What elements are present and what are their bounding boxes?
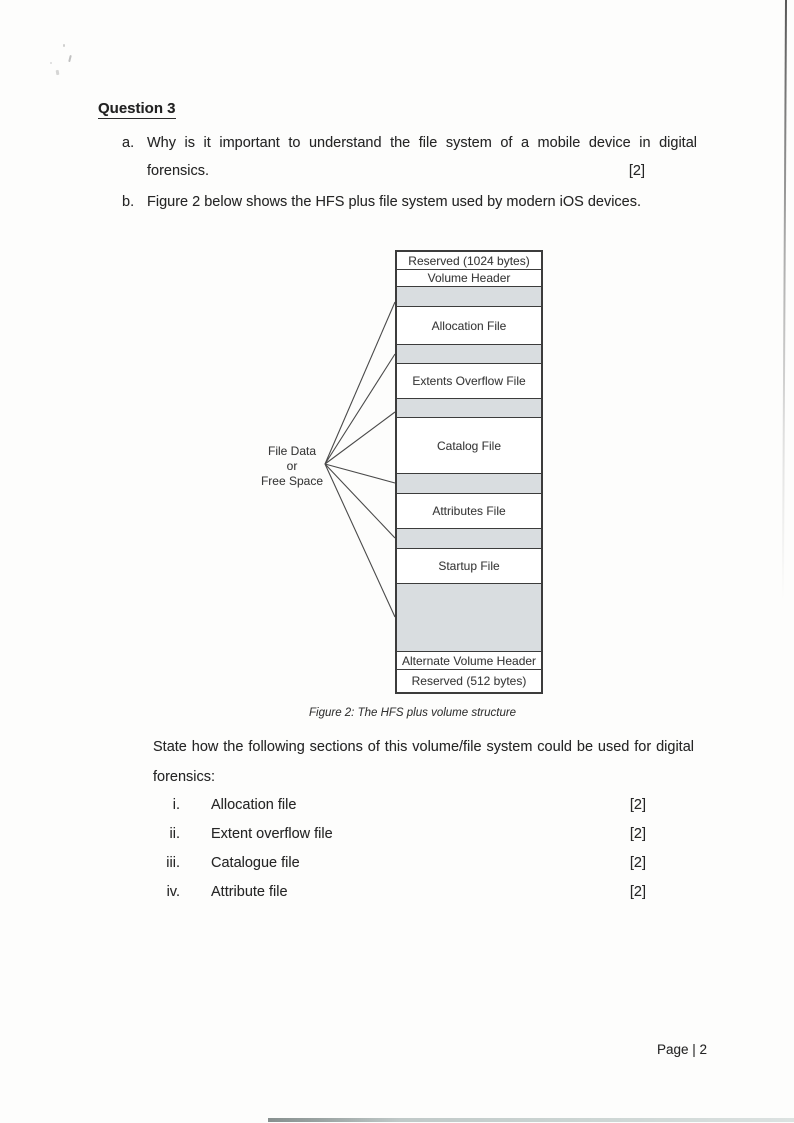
connector-line [325, 302, 395, 464]
item-a-marks: [2] [628, 163, 645, 179]
list-item-i-marks: [2] [629, 797, 646, 813]
item-a-line1: Why is it important to understand the file system of a mobile device in digital [147, 135, 697, 151]
hfs-structure-diagram [395, 250, 543, 694]
figure-connector-lines [320, 290, 400, 625]
list-item-iv-numeral: iv. [166, 884, 180, 900]
scan-artifact [63, 44, 65, 47]
figure-side-label [255, 444, 329, 490]
side-label-line2: or [286, 459, 298, 474]
scan-artifact [56, 70, 60, 75]
list-item-iv-marks: [2] [629, 884, 646, 900]
list-item-ii-label: Extent overflow file [211, 826, 333, 842]
followup-line1: State how the following sections of this volume/file system could be used for digital [153, 739, 694, 755]
question-title: Question 3 [98, 100, 176, 117]
list-item-i-numeral: i. [172, 797, 180, 813]
section-extents-overflow: Extents Overflow File [397, 364, 541, 399]
section-alternate-volume-header: Alternate Volume Header [397, 652, 541, 670]
scan-artifact [50, 62, 52, 64]
section-allocation-file: Allocation File [397, 307, 541, 345]
section-volume-header: Volume Header [397, 270, 541, 287]
connector-line [325, 354, 395, 464]
section-attributes-file: Attributes File [397, 494, 541, 529]
list-item-ii-marks: [2] [629, 826, 646, 842]
list-item-iii-numeral: iii. [166, 855, 180, 871]
item-a-line2: forensics. [147, 163, 210, 179]
connector-line [325, 464, 395, 538]
section-shaded-gap [397, 529, 541, 549]
section-shaded-gap [397, 287, 541, 307]
section-shaded-gap [397, 399, 541, 418]
connector-line [325, 464, 395, 617]
page-number-footer: Page | 2 [657, 1042, 708, 1057]
item-a-marker: a. [122, 135, 135, 151]
figure-caption: Figure 2: The HFS plus volume structure [309, 707, 517, 719]
scan-edge-line [782, 0, 787, 600]
side-label-line3: Free Space [260, 474, 324, 489]
connector-line [325, 412, 395, 464]
followup-line2: forensics: [153, 769, 216, 785]
section-shaded-gap [397, 474, 541, 494]
list-item-ii-numeral: ii. [169, 826, 180, 842]
list-item-i-label: Allocation file [211, 797, 297, 813]
connector-line [325, 464, 395, 483]
list-item-iii-label: Catalogue file [211, 855, 300, 871]
side-label-line1: File Data [267, 444, 317, 458]
scan-artifact [68, 55, 71, 62]
section-startup-file: Startup File [397, 549, 541, 584]
section-shaded-gap-large [397, 584, 541, 652]
scan-bottom-smudge [268, 1118, 794, 1122]
section-catalog-file: Catalog File [397, 418, 541, 474]
list-item-iii-marks: [2] [629, 855, 646, 871]
section-reserved-top: Reserved (1024 bytes) [397, 252, 541, 270]
list-item-iv-label: Attribute file [211, 884, 288, 900]
item-b-marker: b. [122, 194, 135, 210]
item-b-text: Figure 2 below shows the HFS plus file system used by modern iOS devices. [147, 194, 642, 210]
section-reserved-bottom: Reserved (512 bytes) [411, 674, 527, 688]
section-shaded-gap [397, 345, 541, 364]
